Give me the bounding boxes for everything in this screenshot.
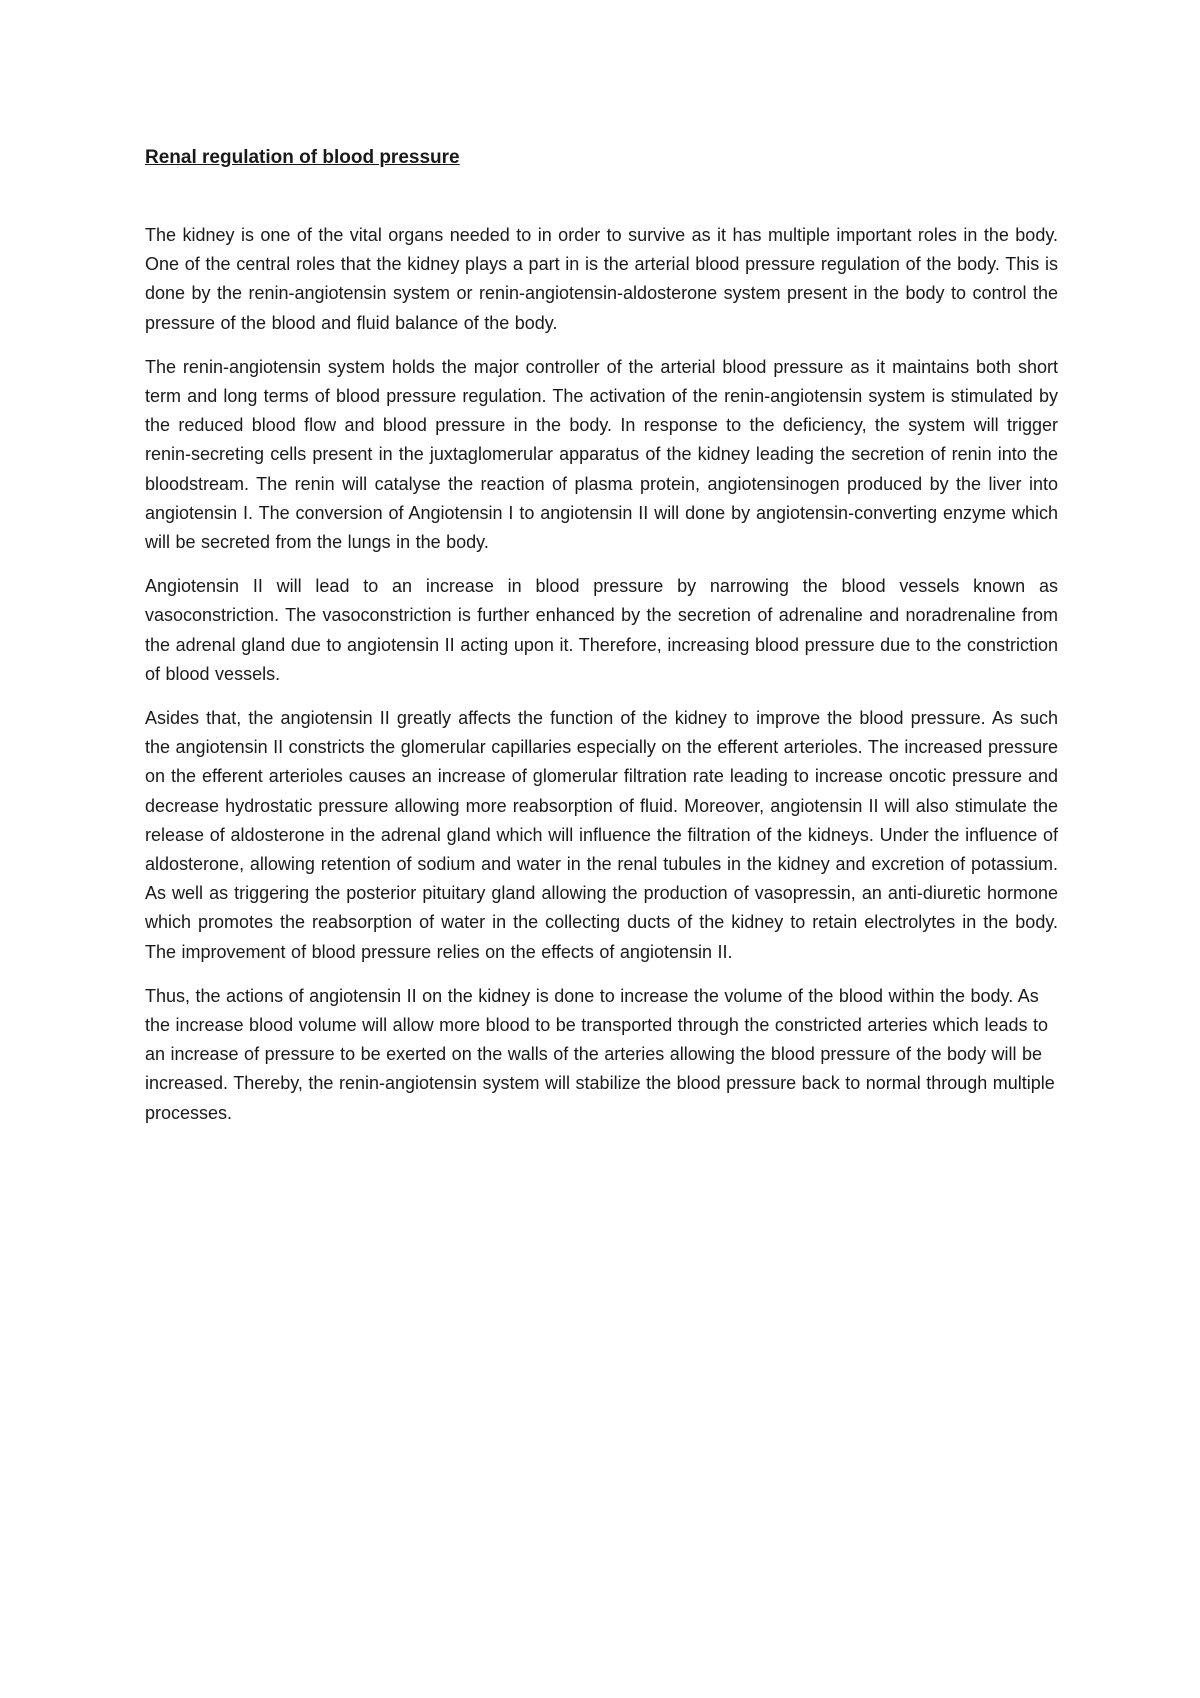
paragraph-kidney-function: Asides that, the angiotensin II greatly affects the function of the kidney to improve the blood pressure. As such the angiotensin II constricts the glomerular capillaries especially on the efferent arterioles. The increased pressure on the efferent arterioles causes an increase of glomerular filtration rate leading to increase oncotic pressure and decrease hydrostatic pressure allowing more reabsorption of fluid. Moreover, angiotensin II will also stimulate the release of aldosterone in the adrenal gland which will influence the filtration of the kidneys. Under the influence of aldosterone, allowing retention of sodium and water in the renal tubules in the kidney and excretion of potassium. As well as triggering the posterior pituitary gland allowing the production of vasopressin, an anti-diuretic hormone which promotes the reabsorption of water in the collecting ducts of the kidney to retain electrolytes in the body. The improvement of blood pressure relies on the effects of angiotensin II. bbox=[145, 708, 1058, 962]
paragraph-renin-angiotensin-system: The renin-angiotensin system holds the major controller of the arterial blood pressure as it maintains both short term and long terms of blood pressure regulation. The activation of the renin-angiotensin system is stimulated by the reduced blood flow and blood pressure in the body. In response to the deficiency, the system will trigger renin-secreting cells present in the juxtaglomerular apparatus of the kidney leading the secretion of renin into the bloodstream. The renin will catalyse the reaction of plasma protein, angiotensinogen produced by the liver into angiotensin I. The conversion of Angiotensin I to angiotensin II will done by angiotensin-converting enzyme which will be secreted from the lungs in the body. bbox=[145, 356, 1058, 553]
document-title: Renal regulation of blood pressure bbox=[145, 147, 460, 168]
document-body bbox=[145, 144, 1058, 1143]
paragraph-conclusion: Thus, the actions of angiotensin II on the kidney is done to increase the volume of the blood within the body. As the increase blood volume will allow more blood to be transported through the constricted arteries which leads to an increase of pressure to be exerted on the walls of the arteries allowing the blood pressure of the body will be increased. Thereby, the renin-angiotensin system will stabilize the blood pressure back to normal through multiple processes. bbox=[145, 985, 1055, 1123]
paragraph-introduction: The kidney is one of the vital organs needed to in order to survive as it has multiple important roles in the body. One of the central roles that the kidney plays a part in is the arterial blood pressure regulation of the body. This is done by the renin-angiotensin system or renin-angiotensin-aldosterone system present in the body to control the pressure of the blood and fluid balance of the body. bbox=[145, 225, 1058, 333]
paragraph-vasoconstriction: Angiotensin II will lead to an increase in blood pressure by narrowing the blood vessels known as vasoconstriction. The vasoconstriction is further enhanced by the secretion of adrenaline and noradrenaline from the adrenal gland due to angiotensin II acting upon it. Therefore, increasing blood pressure due to the constriction of blood vessels. bbox=[145, 576, 1058, 684]
